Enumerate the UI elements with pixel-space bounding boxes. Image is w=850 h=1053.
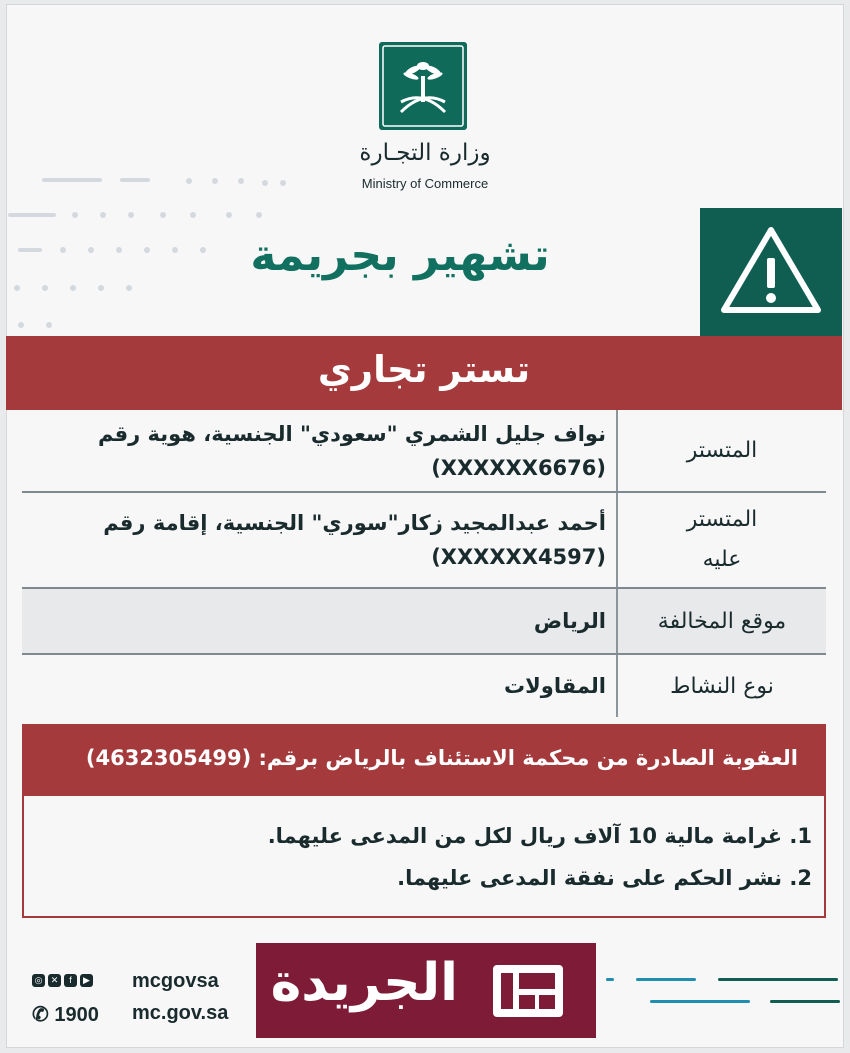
table-row [22,588,826,654]
row-value-line: نواف جليل الشمري "سعودي" الجنسية، هوية رقم [97,421,606,446]
penalty-list [22,796,826,918]
youtube-icon[interactable]: ▶ [80,974,93,987]
table-row [22,410,826,492]
warning-triangle-icon [700,208,842,336]
facebook-icon[interactable]: f [64,974,77,987]
penalty-item: 1. غرامة مالية 10 آلاف ريال لكل من المدعى عليهما. [267,824,812,848]
x-icon[interactable]: ✕ [48,974,61,987]
row-value-line: أحمد عبدالمجيد زكار"سوري" الجنسية، إقامة رقم [103,511,606,535]
ministry-logo [379,42,467,130]
penalty-item: 2. نشر الحكم على نفقة المدعى عليهما. [397,866,812,890]
warning-panel [700,208,842,336]
row-label-line: عليه [702,547,742,572]
ministry-name-ar: وزارة التجـارة [359,140,491,166]
watermark-text: الجريدة [270,953,458,1013]
penalty-header [22,724,826,796]
instagram-icon[interactable]: ◎ [32,974,45,987]
crime-type-banner [6,336,842,410]
watermark-badge [256,943,596,1038]
palm-swords-emblem [379,42,467,130]
table-row [22,492,826,588]
row-label: موقع المخالفة [617,588,826,654]
phone-text: 1900 [54,1004,99,1026]
phone-number[interactable] [32,1002,99,1027]
row-value: المقاولات [504,674,606,698]
row-value [22,410,617,492]
penalty-heading: العقوبة الصادرة من محكمة الاستئناف بالرياض برقم: (4632305499) [85,746,798,770]
row-value-line: (XXXXXX6676) [431,455,606,480]
social-handle[interactable]: mcgovsa [132,970,219,992]
row-value: الرياض [22,588,617,654]
row-value-line: (XXXXXX4597) [431,545,606,569]
table-row [22,654,826,717]
row-label [617,492,826,588]
details-table [22,410,826,717]
social-icons [32,974,93,987]
page-title: تشهير بجريمة [250,230,550,281]
website-link[interactable]: mc.gov.sa [132,1002,229,1024]
phone-icon: ✆ [32,1004,49,1026]
newspaper-icon [493,965,563,1017]
row-label: نوع النشاط [617,654,826,717]
row-label-line: المتستر [686,507,758,532]
ministry-name-en: Ministry of Commerce [361,176,489,191]
row-value [22,492,617,588]
row-label: المتستر [617,410,826,492]
crime-type: تستر تجاري [317,348,531,391]
